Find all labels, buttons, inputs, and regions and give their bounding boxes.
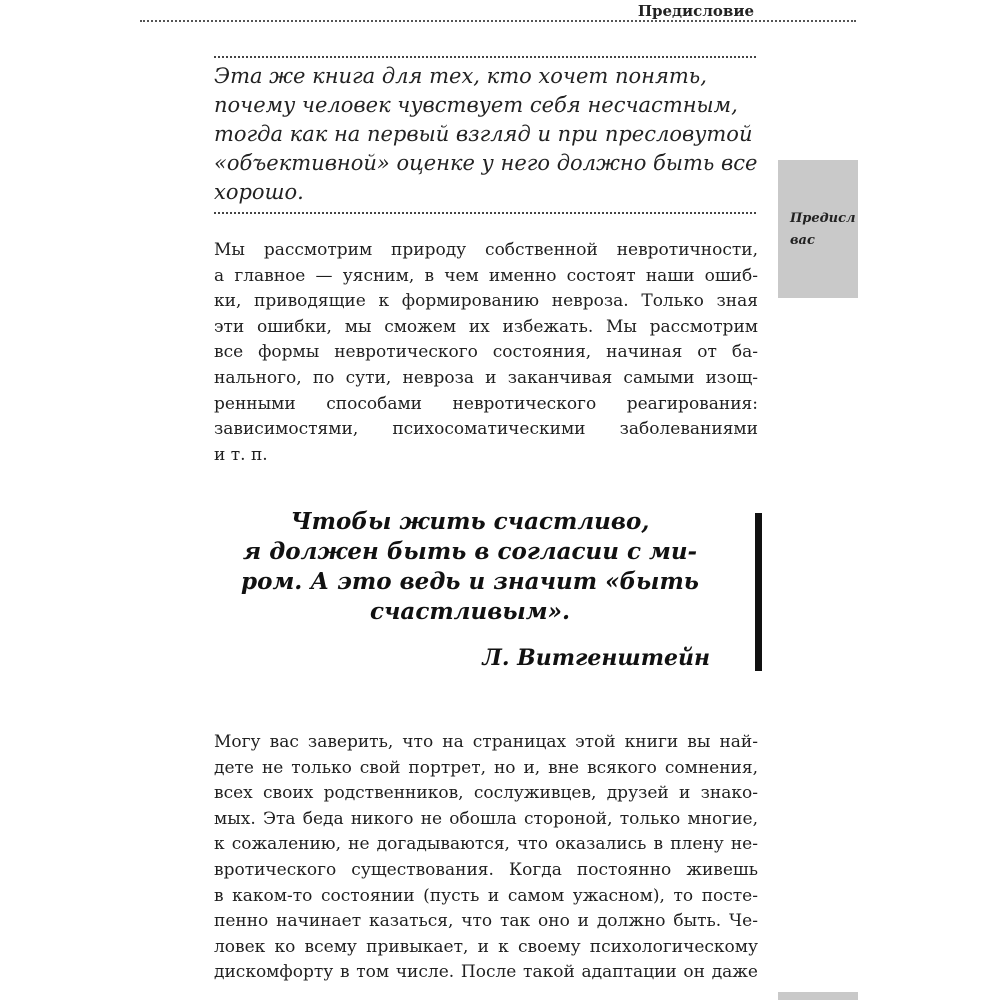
paragraph-line: к сожалению, не догадываются, что оказались в плену не-	[214, 834, 758, 855]
paragraph-line: нального, по сути, невроза и заканчивая самыми изощ-	[214, 367, 758, 388]
lead-line: «объективной» оценке у него должно быть все	[214, 151, 758, 175]
chapter-tab-line: вас	[790, 233, 815, 248]
paragraph-line: и т. п.	[214, 444, 268, 465]
paragraph-line: в каком-то состоянии (пусть и самом ужасном), то посте-	[214, 885, 758, 906]
running-title: Предисловие	[637, 2, 754, 20]
paragraph-line: зависимостями, психосоматическими заболеваниями	[214, 419, 758, 440]
epigraph-quote	[240, 507, 700, 627]
paragraph-line: вротического существования. Когда постоянно живешь	[214, 859, 758, 880]
quote-line: Чтобы жить счастливо,	[290, 508, 650, 535]
header-rule	[140, 20, 856, 22]
quote-line: счастливым».	[369, 598, 570, 625]
quote-side-bar	[755, 513, 762, 671]
quote-line: ром. А это ведь и значит «быть	[241, 568, 699, 595]
paragraph-line: все формы невротического состояния, начиная от ба-	[214, 342, 758, 363]
lead-bottom-rule	[214, 212, 756, 214]
paragraph-line: а главное — уясним, в чем именно состоят наши ошиб-	[214, 265, 758, 286]
paragraph-line: Могу вас заверить, что на страницах этой книги вы най-	[214, 732, 758, 752]
paragraph-line: ки, приводящие к формированию невроза. Только зная	[214, 291, 758, 312]
paragraph-line: мых. Эта беда никого не обошла стороной, только многие,	[214, 808, 758, 829]
paragraph-line: Мы рассмотрим природу собственной невротичности,	[214, 240, 758, 260]
paragraph-line: пенно начинает казаться, что так оно и должно быть. Че-	[214, 911, 758, 932]
paragraph-line: эти ошибки, мы сможем их избежать. Мы рассмотрим	[214, 316, 758, 337]
lead-line: тогда как на первый взгляд и при пресловутой	[214, 122, 753, 146]
lead-line: Эта же книга для тех, кто хочет понять,	[214, 64, 707, 88]
quote-author: Л. Витгенштейн	[482, 645, 710, 671]
paragraph-2	[214, 730, 758, 986]
paragraph-line: всех своих родственников, сослуживцев, друзей и знако-	[214, 783, 758, 804]
lead-top-rule	[214, 56, 756, 58]
paragraph-line: дискомфорту в том числе. После такой адаптации он даже	[214, 962, 758, 983]
chapter-tab-label	[790, 208, 856, 252]
lead-line: хорошо.	[214, 180, 304, 204]
lead-text	[214, 62, 758, 207]
next-page-tab	[778, 992, 858, 1000]
quote-line: я должен быть в согласии с ми-	[242, 538, 698, 565]
lead-line: почему человек чувствует себя несчастным,	[214, 93, 738, 117]
paragraph-line: дете не только свой портрет, но и, вне всякого сомнения,	[214, 757, 758, 778]
paragraph-line: ловек ко всему привыкает, и к своему психологическому	[214, 936, 758, 957]
paragraph-1	[214, 238, 758, 468]
chapter-tab-line: Предисл	[790, 211, 856, 226]
paragraph-line: ренными способами невротического реагирования:	[214, 393, 758, 414]
